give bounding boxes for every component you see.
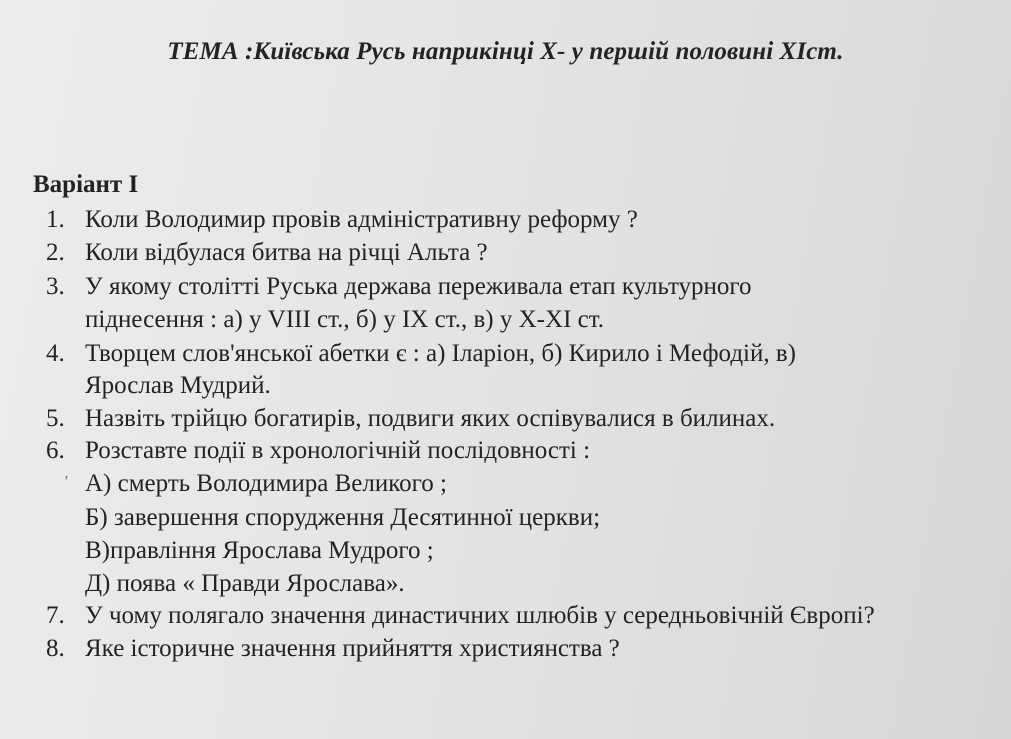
question-text: У чому полягало значення династичних шлюбів у середньовічній Європі?: [85, 602, 875, 629]
question-number: 6.: [46, 437, 65, 464]
question-text: Коли відбулася битва на річці Альта ?: [85, 239, 488, 266]
question-number: 7.: [46, 602, 65, 629]
option-text: В)правління Ярослава Мудрого ;: [85, 537, 434, 564]
question-number: 5.: [46, 405, 65, 432]
question-text: Яке історичне значення прийняття християнства ?: [85, 635, 620, 662]
question-number: 2.: [46, 239, 65, 266]
option-text: А) смерть Володимира Великого ;: [85, 470, 447, 497]
question-text: Розставте події в хронологічній послідовності :: [85, 437, 591, 464]
question-text: Назвіть трійцю богатирів, подвиги яких оспівувалися в билинах.: [85, 405, 776, 432]
option-text: Д) поява « Правди Ярослава».: [85, 570, 405, 597]
question-text: Творцем слов'янської абетки є : а) Іларіон, б) Кирило і Мефодій, в): [85, 340, 796, 367]
option-text: Б) завершення спорудження Десятинної церкви;: [85, 504, 601, 531]
question-number: 1.: [46, 206, 65, 233]
question-text: Ярослав Мудрий.: [85, 372, 271, 399]
variant-heading: Варіант І: [33, 171, 139, 198]
question-number: 4.: [46, 340, 65, 367]
question-text: Коли Володимир провів адміністративну реформу ?: [85, 206, 638, 233]
question-number: 8.: [46, 635, 65, 662]
pen-mark: ʼ: [64, 474, 69, 489]
question-number: 3.: [46, 273, 65, 300]
question-text: піднесення : а) у VIII ст., б) у IX ст., в) у X-XI ст.: [85, 306, 605, 333]
page-title: ТЕМА :Київська Русь наприкінці X- у першій половині XIст.: [167, 38, 844, 65]
question-text: У якому столітті Руська держава переживала етап культурного: [85, 273, 752, 300]
